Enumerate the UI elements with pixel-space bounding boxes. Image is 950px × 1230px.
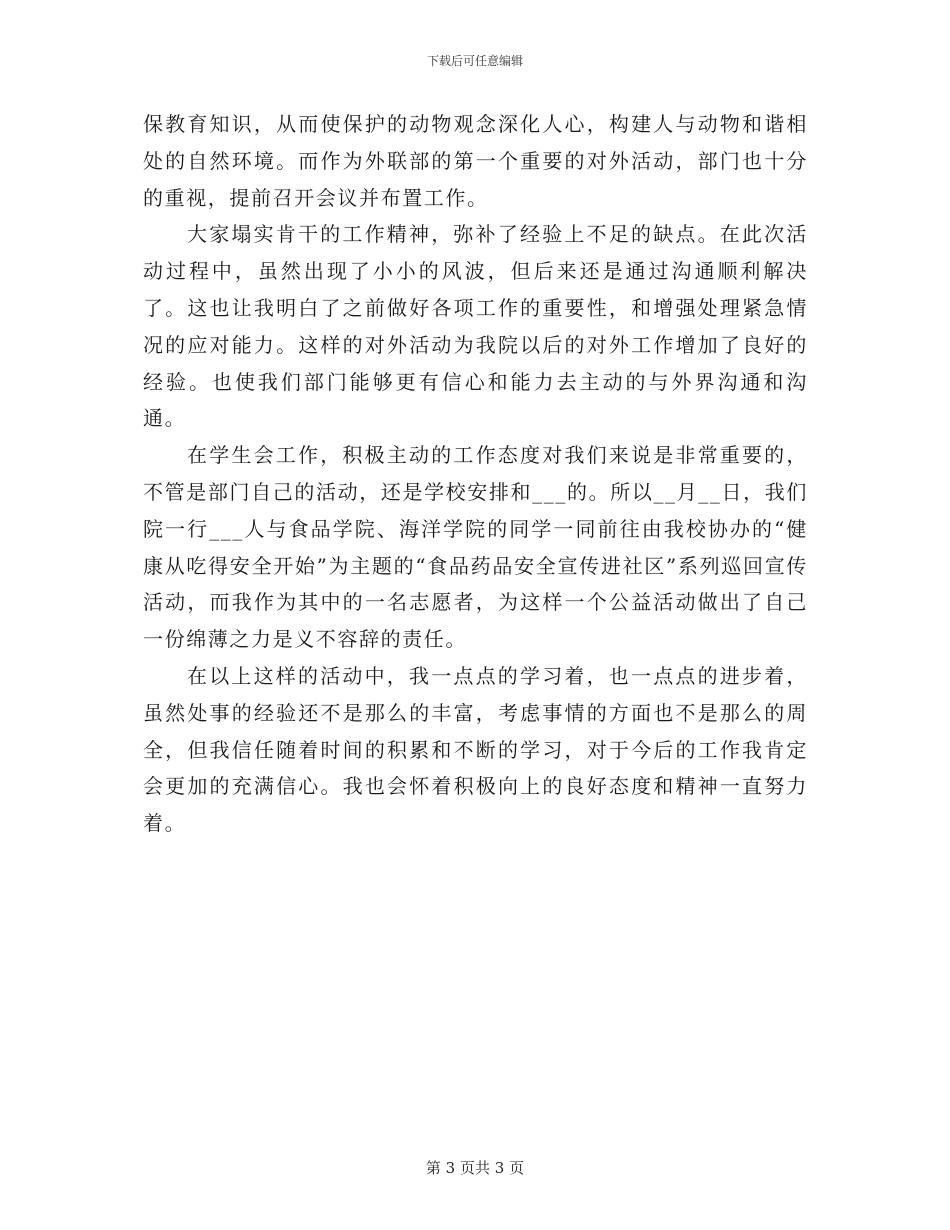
paragraph-4: 在以上这样的活动中，我一点点的学习着，也一点点的进步着，虽然处事的经验还不是那么的丰富，考虑事情的方面也不是那么的周全，但我信任随着时间的积累和不断的学习，对于今后的工作我肯定会更加的充满信心。我也会怀着积极向上的良好态度和精神一直努力着。 bbox=[143, 663, 808, 836]
paragraph-2: 大家塌实肯干的工作精神，弥补了经验上不足的缺点。在此次活动过程中，虽然出现了小小的风波，但后来还是通过沟通顺利解决了。这也让我明白了之前做好各项工作的重要性，和增强处理紧急情况的应对能力。这样的对外活动为我院以后的对外工作增加了良好的经验。也使我们部门能够更有信心和能力去主动的与外界沟通和沟通。 bbox=[143, 222, 808, 431]
document-body bbox=[143, 106, 808, 842]
page-header: 下载后可任意编辑 bbox=[426, 54, 523, 68]
page-footer: 第 3 页共 3 页 bbox=[425, 1159, 525, 1177]
paragraph-1: 保教育知识，从而使保护的动物观念深化人心，构建人与动物和谐相处的自然环境。而作为外联部的第一个重要的对外活动，部门也十分的重视，提前召开会议并布置工作。 bbox=[143, 112, 808, 210]
paragraph-3: 在学生会工作，积极主动的工作态度对我们来说是非常重要的，不管是部门自己的活动，还是学校安排和___的。所以__月__日，我们院一行___人与食品学院、海洋学院的同学一同前往由我校协办的“健康从吃得安全开始”为主题的“食品药品安全宣传进社区”系列巡回宣传活动，而我作为其中的一名志愿者，为这样一个公益活动做出了自己一份绵薄之力是义不容辞的责任。 bbox=[143, 443, 808, 652]
